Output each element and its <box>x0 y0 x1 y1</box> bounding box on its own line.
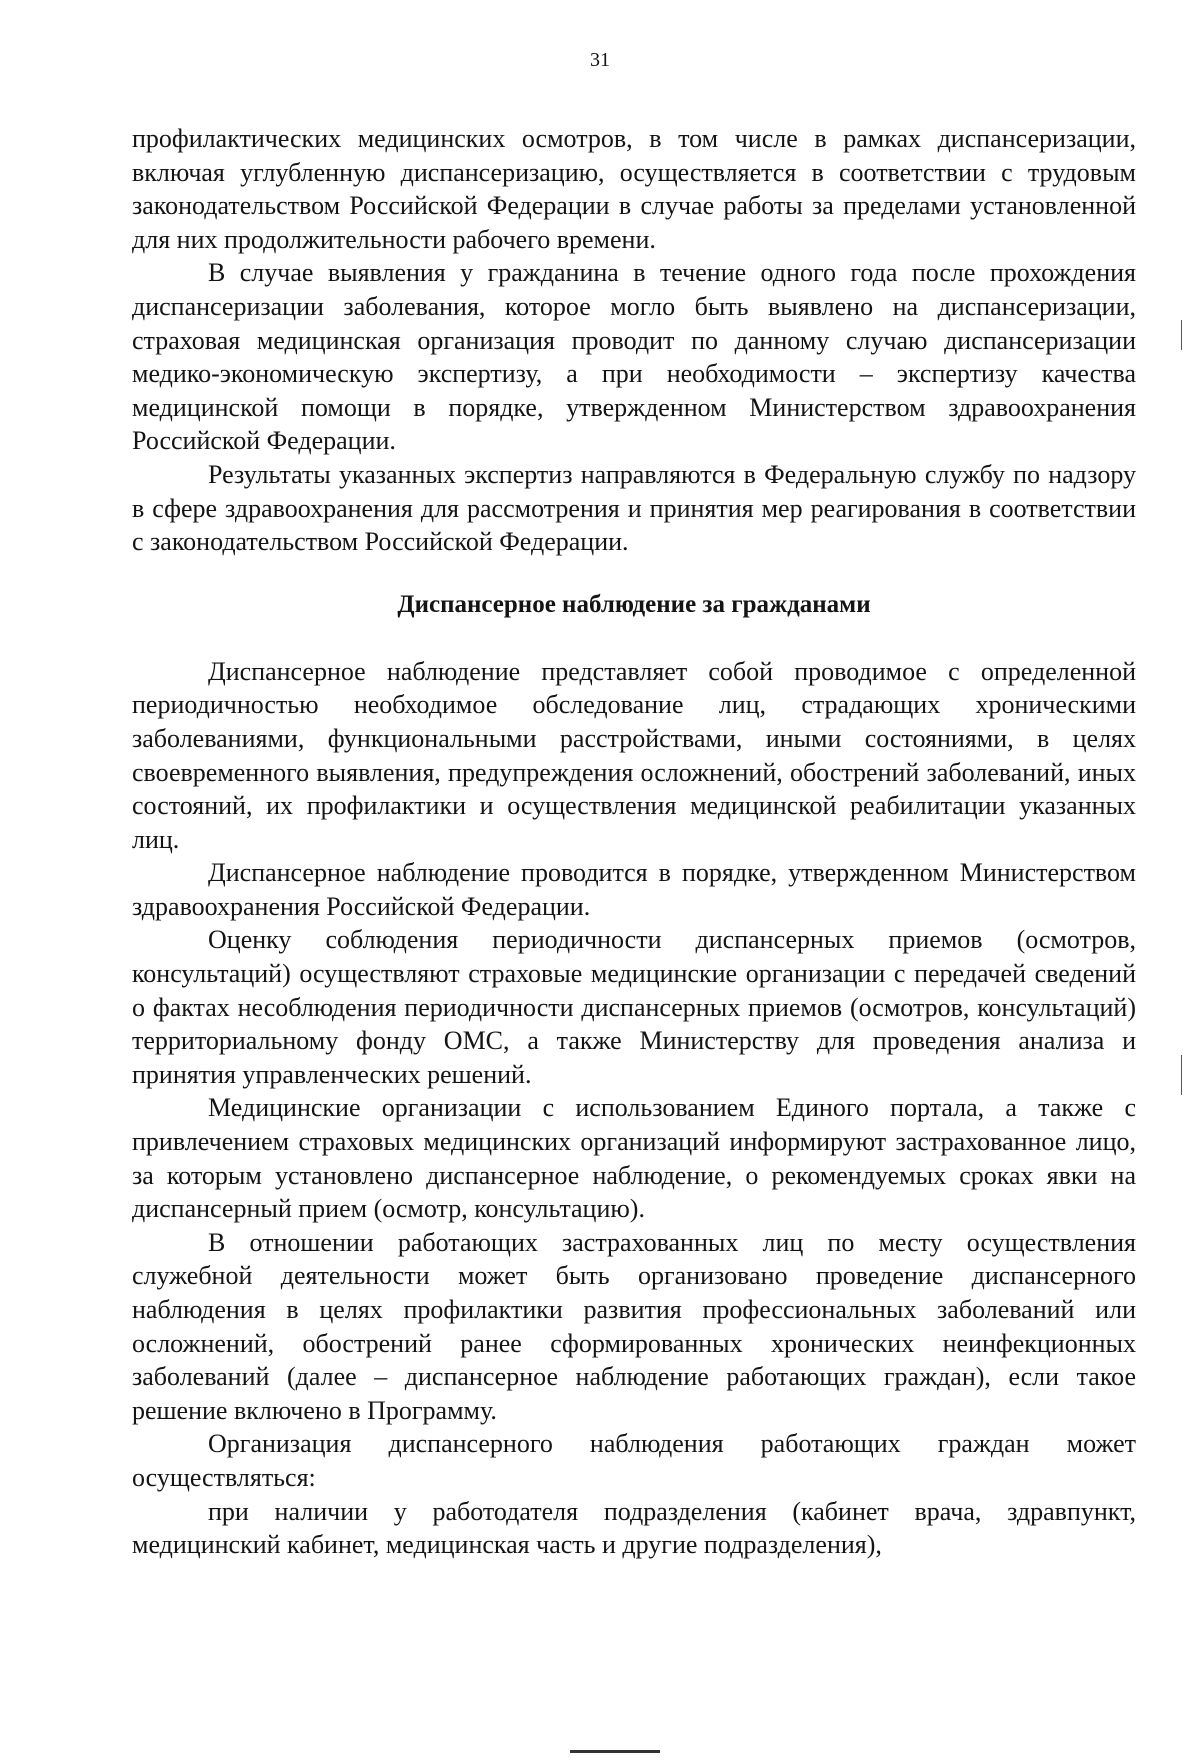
scan-margin-mark <box>1181 1055 1182 1095</box>
paragraph: при наличии у работодателя подразделения (кабинет врача, здравпункт, медицинский кабинет, медицинская часть и другие подразделения), <box>132 1496 1136 1560</box>
section-heading: Диспансерное наблюдение за гражданами <box>397 590 871 618</box>
page-number: 31 <box>590 49 610 71</box>
paragraph: В случае выявления у гражданина в течение одного года после прохождения диспансеризации заболевания, которое могло быть выявлено на диспансеризации, страховая медицинская организация проводит по данному случаю диспансеризации медико-экономическую экспертизу, а при необходимости – экспертизу качества медицинской помощи в порядке, утвержденном Министерством здравоохранения Российской Федерации. <box>132 258 1136 456</box>
paragraph: Оценку соблюдения периодичности диспансерных приемов (осмотров, консультаций) осуществляют страховые медицинские организации с передачей сведений о фактах несоблюдения периодичности диспансерных приемов (осмотров, консультаций) территориальному фонду ОМС, а также Министерству для проведения анализа и принятия управленческих решений. <box>132 925 1136 1089</box>
paragraph: Диспансерное наблюдение представляет собой проводимое с определенной периодичностью необходимое обследование лиц, страдающих хроническими заболеваниями, функциональными расстройствами, иными состояниями, в целях своевременного выявления, предупреждения осложнений, обострений заболеваний, иных состояний, их профилактики и осуществления медицинской реабилитации указанных лиц. <box>132 656 1136 854</box>
scan-bottom-mark <box>570 1750 660 1753</box>
scan-margin-mark <box>1181 320 1182 350</box>
document-body <box>132 122 1136 1562</box>
paragraph: профилактических медицинских осмотров, в том числе в рамках диспансеризации, включая углубленную диспансеризацию, осуществляется в соответствии с трудовым законодательством Российской Федерации в случае работы за пределами установленной для них продолжительности рабочего времени. <box>132 124 1136 254</box>
paragraph: Диспансерное наблюдение проводится в порядке, утвержденном Министерством здравоохранения Российской Федерации. <box>132 858 1136 921</box>
paragraph: Организация диспансерного наблюдения работающих граждан может осуществляться: <box>132 1429 1136 1492</box>
paragraph: Медицинские организации с использованием Единого портала, а также с привлечением страховых медицинских организаций информируют застрахованное лицо, за которым установлено диспансерное наблюдение, о рекомендуемых сроках явки на диспансерный прием (осмотр, консультацию). <box>132 1093 1136 1224</box>
paragraph: В отношении работающих застрахованных лиц по месту осуществления служебной деятельности может быть организовано проведение диспансерного наблюдения в целях профилактики развития профессиональных заболеваний или осложнений, обострений ранее сформированных хронических неинфекционных заболеваний (далее – диспансерное наблюдение работающих граждан), если такое решение включено в Программу. <box>132 1227 1136 1425</box>
paragraph: Результаты указанных экспертиз направляются в Федеральную службу по надзору в сфере здравоохранения для рассмотрения и принятия мер реагирования в соответствии с законодательством Российской Федерации. <box>132 459 1136 557</box>
